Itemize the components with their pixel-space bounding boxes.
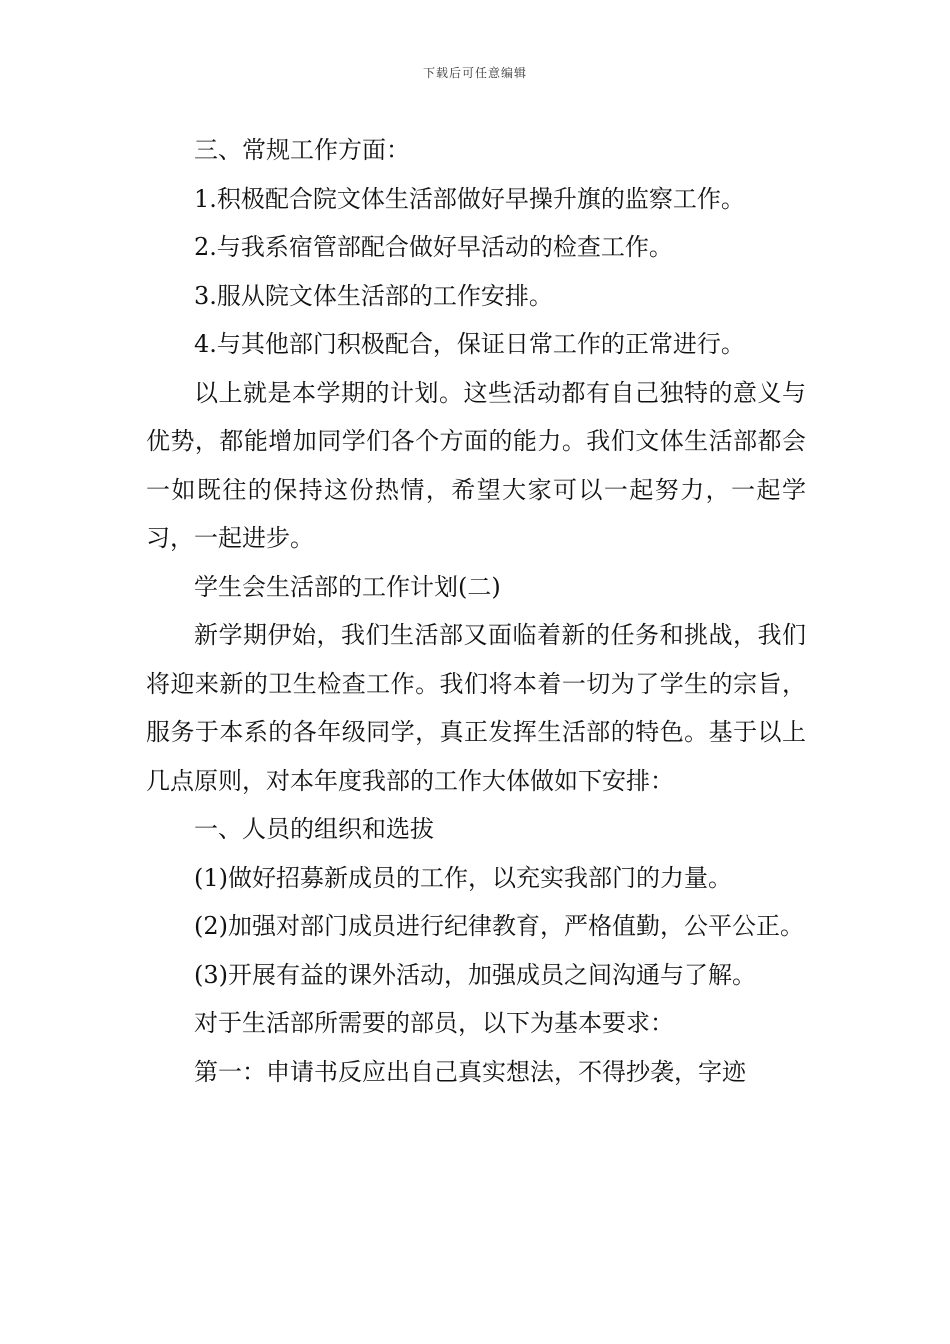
page-header-note: 下载后可任意编辑 <box>422 66 527 80</box>
list-item: 1.积极配合院文体生活部做好早操升旗的监察工作。 <box>194 184 745 213</box>
plan-title-two: 学生会生活部的工作计划(二) <box>194 572 501 601</box>
requirement-item: 第一：申请书反应出自己真实想法，不得抄袭，字迹 <box>194 1057 746 1086</box>
list-item: (3)开展有益的课外活动，加强成员之间沟通与了解。 <box>194 960 756 989</box>
list-item: 3.服从院文体生活部的工作安排。 <box>194 281 553 310</box>
document-body <box>146 126 806 1096</box>
list-item: (2)加强对部门成员进行纪律教育，严格值勤，公平公正。 <box>194 912 804 940</box>
list-item: 2.与我系宿管部配合做好早活动的检查工作。 <box>194 233 673 261</box>
list-item: 4.与其他部门积极配合，保证日常工作的正常进行。 <box>194 330 745 358</box>
section-heading-staffing: 一、人员的组织和选拔 <box>194 815 434 843</box>
section-heading-routine-work: 三、常规工作方面： <box>194 136 410 164</box>
list-item: (1)做好招募新成员的工作，以充实我部门的力量。 <box>194 863 732 892</box>
intro-paragraph: 新学期伊始，我们生活部又面临着新的任务和挑战，我们将迎来新的卫生检查工作。我们将本着一切为了学生的宗旨，服务于本系的各年级同学，真正发挥生活部的特色。基于以上几点原则，对本年度我部的工作大体做如下安排： <box>146 621 806 795</box>
requirements-intro: 对于生活部所需要的部员，以下为基本要求： <box>194 1009 674 1037</box>
summary-paragraph: 以上就是本学期的计划。这些活动都有自己独特的意义与优势，都能增加同学们各个方面的能力。我们文体生活部都会一如既往的保持这份热情，希望大家可以一起努力，一起学习，一起进步。 <box>146 378 806 552</box>
